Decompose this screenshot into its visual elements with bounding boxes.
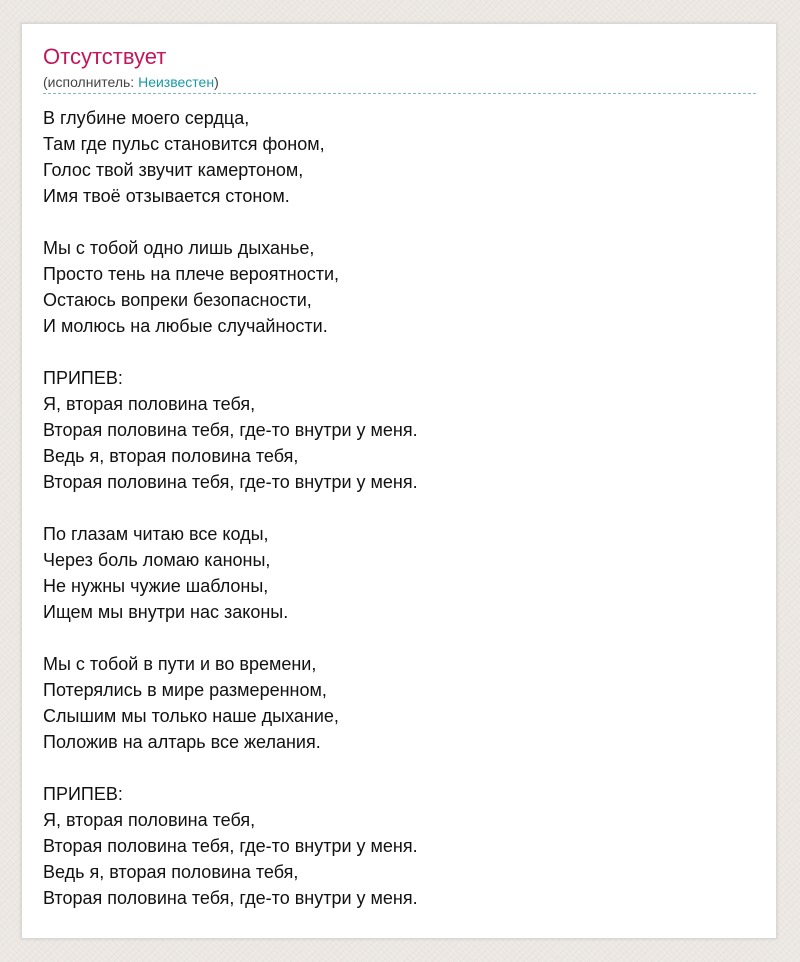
lyric-line: Я, вторая половина тебя,: [43, 810, 256, 830]
lyric-line: Ищем мы внутри нас законы.: [43, 602, 289, 622]
lyric-line: Имя твоё отзывается стоном.: [43, 186, 290, 206]
lyric-line: Вторая половина тебя, где-то внутри у меня.: [43, 888, 418, 908]
artist-suffix: ): [214, 74, 219, 90]
lyric-line: Вторая половина тебя, где-то внутри у меня.: [43, 472, 418, 492]
title-divider: [43, 93, 756, 94]
lyric-line: Просто тень на плече вероятности,: [43, 264, 340, 284]
lyric-line: Ведь я, вторая половина тебя,: [43, 862, 299, 882]
lyric-line: Вторая половина тебя, где-то внутри у меня.: [43, 420, 418, 440]
lyrics-body: [43, 105, 743, 937]
lyrics-stanza: [43, 105, 743, 209]
lyrics-stanza: [43, 651, 743, 755]
lyric-line: Я, вторая половина тебя,: [43, 394, 256, 414]
lyric-line: Ведь я, вторая половина тебя,: [43, 446, 299, 466]
lyric-line: Через боль ломаю каноны,: [43, 550, 271, 570]
lyrics-card: [21, 23, 777, 939]
lyrics-stanza: [43, 235, 743, 339]
lyric-line: Там где пульс становится фоном,: [43, 134, 325, 154]
lyric-line: И молюсь на любые случайности.: [43, 316, 328, 336]
lyric-line: Мы с тобой в пути и во времени,: [43, 654, 317, 674]
lyric-line: Вторая половина тебя, где-то внутри у меня.: [43, 836, 418, 856]
lyric-line: ПРИПЕВ:: [43, 784, 123, 804]
lyric-line: Голос твой звучит камертоном,: [43, 160, 304, 180]
artist-line: [43, 74, 219, 91]
lyric-line: Мы с тобой одно лишь дыханье,: [43, 238, 315, 258]
artist-prefix: (исполнитель:: [43, 74, 139, 90]
lyric-line: Не нужны чужие шаблоны,: [43, 576, 269, 596]
lyrics-stanza: [43, 365, 743, 495]
lyric-line: Остаюсь вопреки безопасности,: [43, 290, 312, 310]
lyric-line: Потерялись в мире размеренном,: [43, 680, 327, 700]
lyric-line: В глубине моего сердца,: [43, 108, 250, 128]
lyric-line: По глазам читаю все коды,: [43, 524, 269, 544]
lyric-line: Слышим мы только наше дыхание,: [43, 706, 339, 726]
lyrics-stanza: [43, 521, 743, 625]
lyric-line: ПРИПЕВ:: [43, 368, 123, 388]
artist-link[interactable]: Неизвестен: [138, 74, 215, 90]
song-title: Отсутствует: [43, 44, 167, 69]
lyric-line: Положив на алтарь все желания.: [43, 732, 321, 752]
lyrics-stanza: [43, 781, 743, 911]
